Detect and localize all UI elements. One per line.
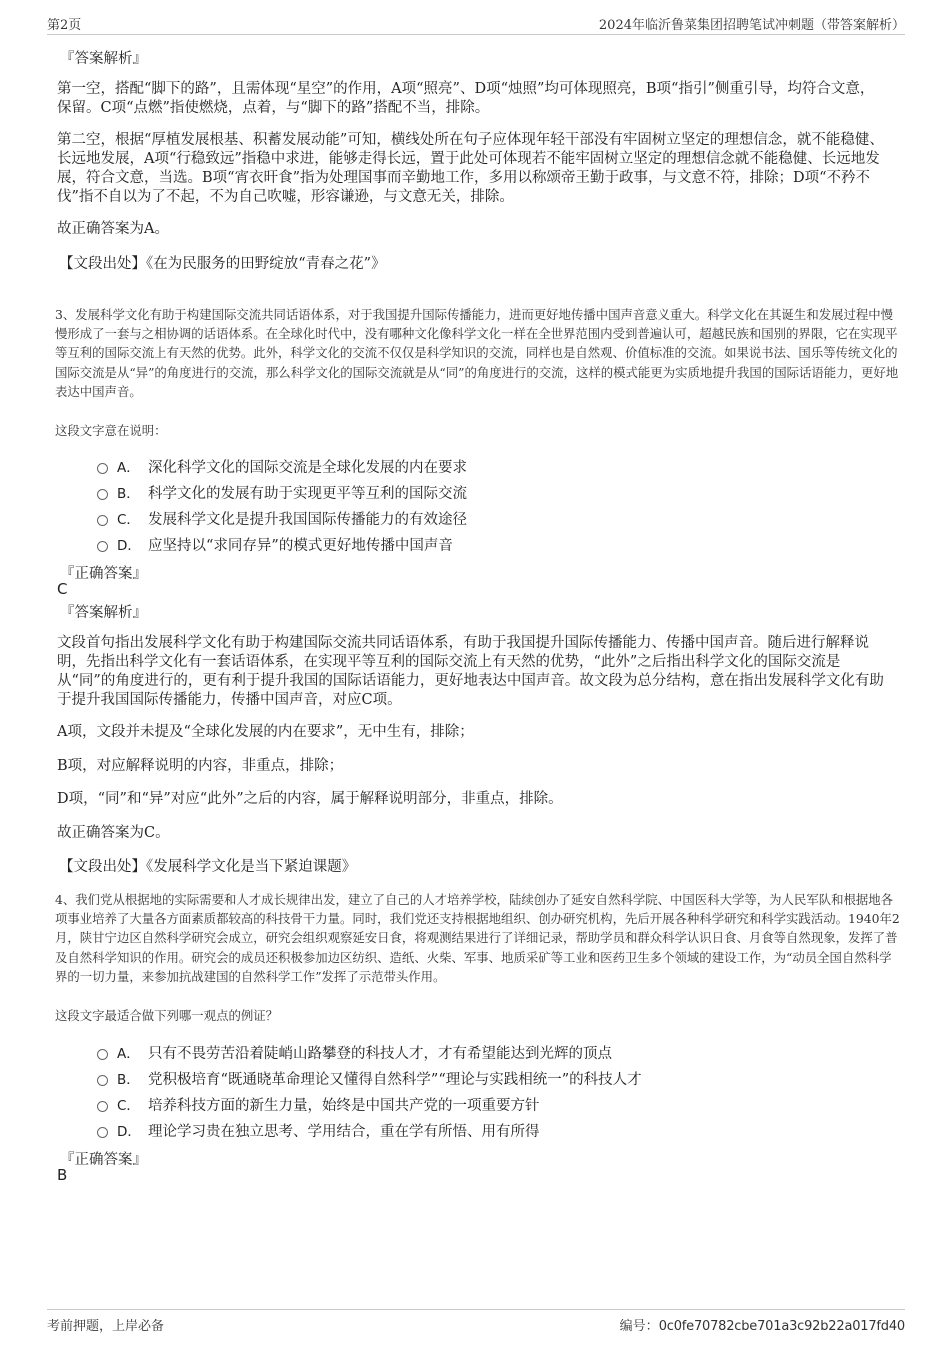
radio-icon[interactable]	[97, 1049, 108, 1060]
q4-option-a[interactable]: A． 只有不畏劳苦沿着陡峭山路攀登的科技人才，才有希望能达到光辉的顶点	[97, 1042, 612, 1062]
radio-icon[interactable]	[97, 1075, 108, 1086]
q3-answer: C	[57, 580, 68, 598]
q4-option-b[interactable]: B． 党积极培育“既通晓革命理论又懂得自然科学”“理论与实践相统一”的科技人才	[97, 1068, 642, 1088]
q4-option-c[interactable]: C． 培养科技方面的新生力量，始终是中国共产党的一项重要方针	[97, 1094, 540, 1114]
code-label: 编号：	[619, 1319, 659, 1334]
radio-icon[interactable]	[97, 1101, 108, 1112]
q2-conclusion: 故正确答案为A。	[57, 221, 169, 237]
q2-source: 【文段出处】《在为民服务的田野绽放“青春之花”》	[59, 256, 386, 272]
q3-option-a[interactable]: A． 深化科学文化的国际交流是全球化发展的内在要求	[97, 456, 467, 476]
radio-icon[interactable]	[97, 489, 108, 500]
document-title: 2024年临沂鲁菜集团招聘笔试冲刺题（带答案解析）	[598, 18, 905, 33]
q2-analysis-para2: 第二空，根据“厚植发展根基、积蓄发展动能”可知，横线处所在句子应体现年轻干部没有牢固树立坚定的理想信念，就不能稳健、长远地发展，A项“行稳致远”指稳中求进，能够走得长远，置于此处可体现若不能牢固树立坚定的理想信念就不能稳健、长远地发展，符合文意，当选。B项“宵衣旰食”指为处理国事而辛勤地工作，多用以称颂帝王勤于政事，与文意不符，排除；D项“不矜不伐”指不自以为了不起，不为自己吹嘘，形容谦逊，与文意无关，排除。	[57, 132, 884, 205]
q2-analysis-para1: 第一空，搭配“脚下的路”，且需体现“星空”的作用，A项“照亮”、D项“烛照”均可体现照亮，B项“指引”侧重引导，均符合文意，保留。C项“点燃”指使燃烧，点着，与“脚下的路”搭配不当，排除。	[57, 81, 875, 116]
q3-option-b[interactable]: B． 科学文化的发展有助于实现更平等互利的国际交流	[97, 482, 467, 502]
q3-question: 这段文字意在说明：	[55, 423, 167, 438]
footer-slogan: 考前押题，上岸必备	[47, 1319, 165, 1334]
q3-source: 【文段出处】《发展科学文化是当下紧迫课题》	[59, 859, 357, 875]
radio-icon[interactable]	[97, 515, 108, 526]
radio-icon[interactable]	[97, 1127, 108, 1138]
document-code	[620, 1315, 905, 1334]
q3-conclusion: 故正确答案为C。	[57, 825, 170, 841]
q3-analysis-d: D项，“同”和“异”对应“此外”之后的内容，属于解释说明部分，非重点，排除。	[57, 791, 563, 807]
q4-answer-label: 『正确答案』	[60, 1152, 147, 1168]
q4-question: 这段文字最适合做下列哪一观点的例证？	[55, 1008, 279, 1023]
q4-option-d[interactable]: D． 理论学习贵在独立思考、学用结合，重在学有所悟、用有所得	[97, 1120, 540, 1140]
page-number: 第2页	[47, 18, 82, 33]
q3-analysis-b: B项，对应解释说明的内容，非重点，排除；	[57, 758, 344, 774]
page-footer	[47, 1309, 905, 1334]
radio-icon[interactable]	[97, 541, 108, 552]
q3-option-d[interactable]: D． 应坚持以“求同存异”的模式更好地传播中国声音	[97, 534, 453, 554]
q3-analysis-a: A项，文段并未提及“全球化发展的内在要求”，无中生有，排除；	[57, 724, 474, 740]
page-header	[47, 12, 905, 35]
radio-icon[interactable]	[97, 463, 108, 474]
q4-answer: B	[57, 1166, 68, 1184]
code-value: 0c0fe70782cbe701a3c92b22a017fd40	[658, 1319, 905, 1334]
q2-analysis-label: 『答案解析』	[60, 51, 147, 67]
q3-answer-label: 『正确答案』	[60, 566, 147, 582]
q4-passage: 4、我们党从根据地的实际需要和人才成长规律出发，建立了自己的人才培养学校，陆续创办了延安自然科学院、中国医科大学等，为人民军队和根据地各项事业培养了大量各方面素质都较高的科技骨干力量。同时，我们党还支持根据地组织、创办研究机构，先后开展各种科学研究和科学实践活动。1940年2月，陕甘宁边区自然科学研究会成立，研究会组织观察延安日食，将观测结果进行了详细记录，帮助学员和群众科学认识日食、月食等自然现象，发挥了普及自然科学知识的作用。研究会的成员还积极参加边区纺织、造纸、火柴、军事、地质采矿等工业和医药卫生多个领域的建设工作，为“动员全国自然科学界的一切力量，来参加抗战建国的自然科学工作”发挥了示范带头作用。	[55, 892, 900, 984]
q3-option-c[interactable]: C． 发展科学文化是提升我国国际传播能力的有效途径	[97, 508, 467, 528]
q3-analysis-label: 『答案解析』	[60, 605, 147, 621]
q3-passage: 3、发展科学文化有助于构建国际交流共同话语体系，对于我国提升国际传播能力，进而更好地传播中国声音意义重大。科学文化在其诞生和发展过程中慢慢形成了一套与之相协调的话语体系。在全球化时代中，没有哪种文化像科学文化一样在全世界范围内受到普遍认可，超越民族和国别的界限，它在实现平等互利的国际交流上有天然的优势。此外，科学文化的交流不仅仅是科学知识的交流，同样也是自然观、价值标准的交流。如果说书法、国乐等传统文化的国际交流是从“异”的角度进行的交流，那么科学文化的国际交流就是从“同”的角度进行的交流，这样的模式能更为实质地提升我国的国际话语能力，更好地表达中国声音。	[55, 307, 899, 399]
q3-analysis-para: 文段首句指出发展科学文化有助于构建国际交流共同话语体系，有助于我国提升国际传播能力、传播中国声音。随后进行解释说明，先指出科学文化有一套话语体系，在实现平等互利的国际交流上有天然的优势，“此外”之后指出科学文化的国际交流是从“同”的角度进行的，更有利于提升我国的国际话语能力，更好地表达中国声音。故文段为总分结构，意在指出发展科学文化有助于提升我国国际传播能力，传播中国声音，对应C项。	[57, 635, 884, 708]
